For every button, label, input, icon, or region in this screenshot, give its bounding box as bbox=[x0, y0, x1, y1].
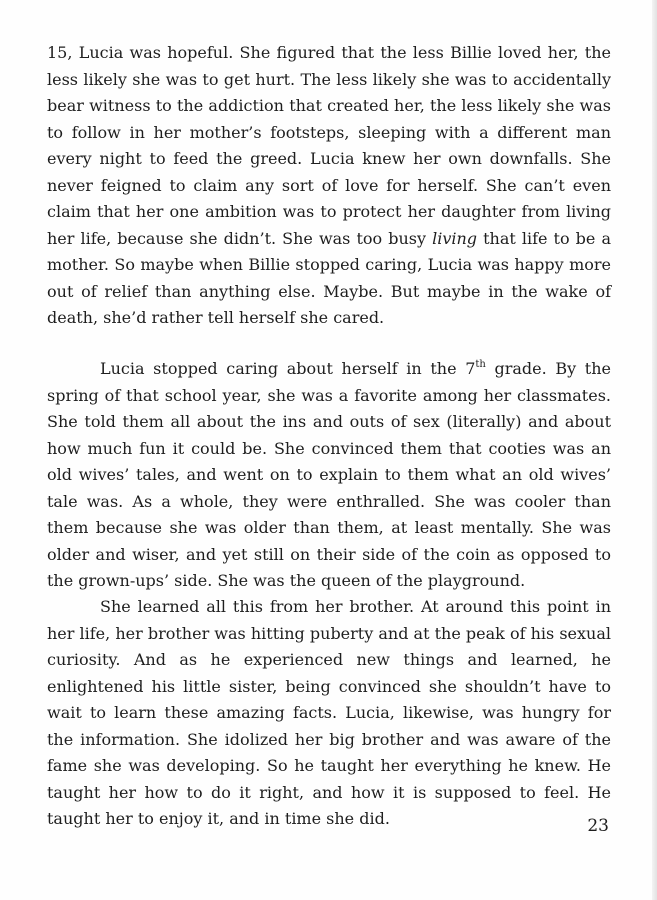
paragraph-text bbox=[47, 356, 611, 595]
paragraph-brother bbox=[47, 594, 611, 833]
italic-word-living: living bbox=[432, 228, 478, 248]
paragraph-2-text-start: Lucia stopped caring about herself in the 7 bbox=[100, 359, 476, 378]
paragraph-2-text-end: grade. By the spring of that school year, she was a favorite among her classmates. She told them all about the ins and outs of sex (literally) and about how much fun it could be. She convinced them that cooties was an old wives’ tales, and went on to explain to them what an old wives’ tale was. As a whole, they were enthralled. She was cooler than them because she was older than them, at least mentally. She was older and wiser, and yet still on their side of the coin as opposed to the grown-ups’ side. She was the queen of the playground. bbox=[47, 359, 611, 590]
paragraph-3-text: She learned all this from her brother. At around this point in her life, her brother was hitting puberty and at the peak of his sexual curiosity. And as he experienced new things and learned, he enlightened his little sister, being convinced she shouldn’t have to wait to learn these amazing facts. Lucia, likewise, was hungry for the information. She idolized her big brother and was aware of the fame she was developing. So he taught her everything he knew. He taught her how to do it right, and how it is supposed to feel. He taught her to enjoy it, and in time she did. bbox=[47, 597, 611, 828]
page-number: 23 bbox=[587, 816, 609, 836]
paragraph-seventh-grade bbox=[47, 356, 611, 595]
page-edge-shadow bbox=[652, 0, 657, 900]
paragraph-1-text: 15, Lucia was hopeful. She figured that the less Billie loved her, the less likely she was to get hurt. The less likely she was to accidentally bear witness to the addiction that created her, the less likely she was to follow in her mother’s footsteps, sleeping with a different man every night to feed the greed. Lucia knew her own downfalls. She never feigned to claim any sort of love for herself. She can’t even claim that her one ambition was to protect her daughter from living her life, because she didn’t. She was too busy bbox=[47, 43, 611, 248]
paragraph-1-text-end: that life to be a mother. So maybe when Billie stopped caring, Lucia was happy more out of relief than anything else. Maybe. But maybe in the wake of death, she’d rather tell herself she cared. bbox=[47, 228, 612, 327]
paragraph-text bbox=[47, 40, 611, 332]
ordinal-superscript: th bbox=[475, 359, 486, 370]
paragraph-continued bbox=[47, 40, 611, 332]
